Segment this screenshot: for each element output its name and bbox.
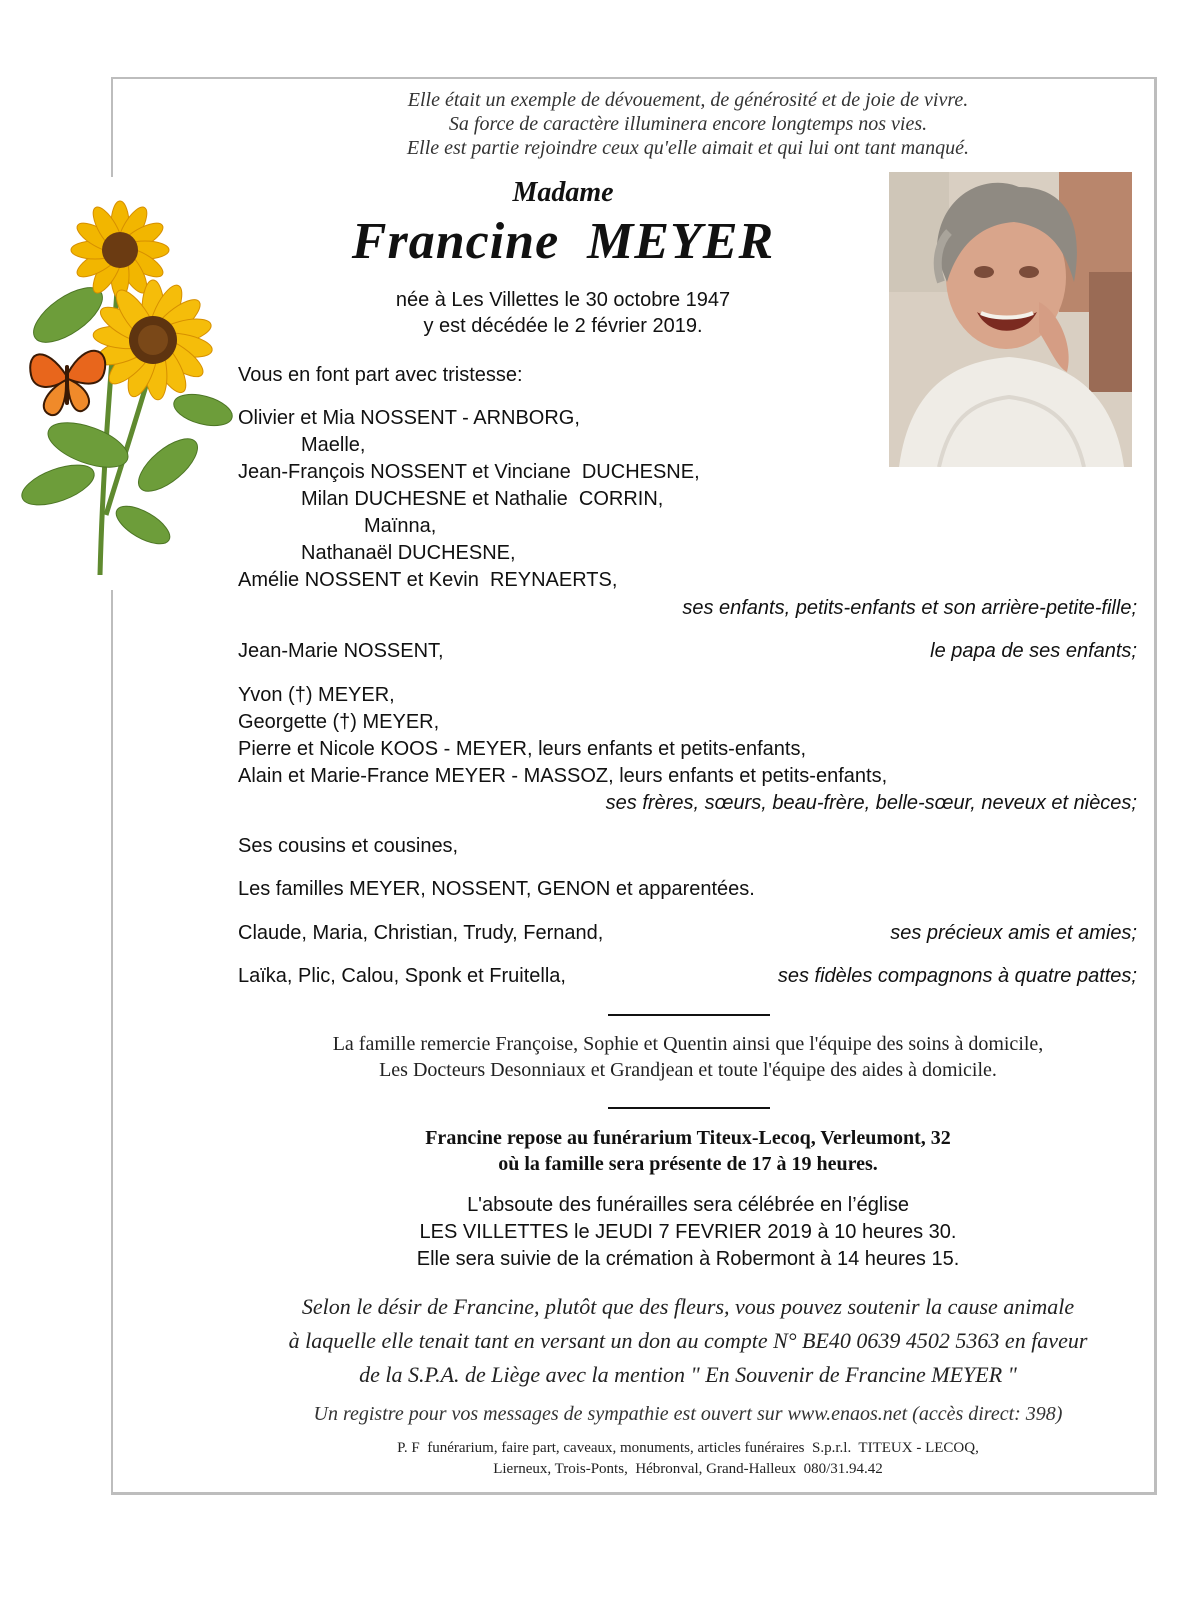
sympathy-register: Un registre pour vos messages de sympathie est ouvert sur www.enaos.net (accès direct: 398) xyxy=(313,1403,1063,1425)
sunflower-middle xyxy=(92,280,214,401)
repose-line: Francine repose au funérarium Titeux-Lecoq, Verleumont, 32 xyxy=(425,1127,951,1149)
death-line: y est décédée le 2 février 2019. xyxy=(423,315,703,337)
intro-text: Vous en font part avec tristesse: xyxy=(238,364,523,386)
family-line: Milan DUCHESNE et Nathalie CORRIN, xyxy=(301,488,664,510)
sunflower-illustration xyxy=(18,195,233,580)
family-line: Maïnna, xyxy=(364,515,437,537)
family-line: Nathanaël DUCHESNE, xyxy=(301,542,516,564)
birth-line: née à Les Villettes le 30 octobre 1947 xyxy=(395,289,731,311)
family-line: Ses cousins et cousines, xyxy=(238,835,459,857)
quote-line: Elle est partie rejoindre ceux qu'elle aimait et qui lui ont tant manqué. xyxy=(406,137,970,159)
relation-label: ses frères, sœurs, beau-frère, belle-sœur, neveux et nièces; xyxy=(605,792,1137,814)
family-line: Yvon (†) MEYER, xyxy=(238,684,395,706)
card-frame-left-bottom xyxy=(111,590,113,1495)
ceremony-info xyxy=(250,1192,1126,1273)
family-line: Jean-François NOSSENT et Vinciane DUCHESNE, xyxy=(238,461,700,483)
family-line: Les familles MEYER, NOSSENT, GENON et apparentées. xyxy=(238,878,755,900)
ceremony-line: Elle sera suivie de la crémation à Robermont à 14 heures 15. xyxy=(416,1248,960,1270)
family-line: Pierre et Nicole KOOS - MEYER, leurs enfants et petits-enfants, xyxy=(238,738,807,760)
deceased-name: Francine MEYER xyxy=(351,213,775,270)
family-line: Laïka, Plic, Calou, Sponk et Fruitella, xyxy=(238,965,566,987)
family-line: Jean-Marie NOSSENT, xyxy=(238,640,444,662)
relation-label: le papa de ses enfants; xyxy=(930,640,1137,662)
funeral-home-footer xyxy=(250,1438,1126,1480)
thanks-line: La famille remercie Françoise, Sophie et Quentin ainsi que l'équipe des soins à domicile, xyxy=(332,1033,1044,1055)
honorific-title: Madame xyxy=(512,177,614,208)
footer-line: P. F funérarium, faire part, caveaux, monuments, articles funéraires S.p.r.l. TITEUX - LECOQ, xyxy=(397,1440,979,1456)
portrait-photo xyxy=(889,172,1132,467)
ceremony-line: L'absoute des funérailles sera célébrée en l’église xyxy=(467,1194,909,1216)
repose-info xyxy=(250,1125,1126,1177)
wish-line: à laquelle elle tenait tant en versant un don au compte N° BE40 0639 4502 5363 en faveur xyxy=(288,1328,1088,1353)
birth-death-info xyxy=(300,287,826,339)
card-frame-left-top xyxy=(111,77,113,177)
relation-label: ses enfants, petits-enfants et son arrière-petite-fille; xyxy=(682,597,1137,619)
relation-label: ses précieux amis et amies; xyxy=(890,922,1137,944)
divider xyxy=(608,1014,770,1016)
thanks-text xyxy=(230,1031,1146,1083)
quote-line: Sa force de caractère illuminera encore longtemps nos vies. xyxy=(448,113,928,135)
family-line: Claude, Maria, Christian, Trudy, Fernand, xyxy=(238,922,604,944)
wish-line: de la S.P.A. de Liège avec la mention " En Souvenir de Francine MEYER " xyxy=(359,1362,1017,1387)
divider xyxy=(608,1107,770,1109)
repose-line: où la famille sera présente de 17 à 19 heures. xyxy=(498,1153,878,1175)
family-line: Maelle, xyxy=(301,434,366,456)
wish-line: Selon le désir de Francine, plutôt que des fleurs, vous pouvez soutenir la cause animale xyxy=(301,1294,1075,1319)
family-line: Georgette (†) MEYER, xyxy=(238,711,440,733)
family-line: Amélie NOSSENT et Kevin REYNAERTS, xyxy=(238,569,618,591)
family-line: Olivier et Mia NOSSENT - ARNBORG, xyxy=(238,407,580,429)
donation-wish xyxy=(200,1290,1176,1392)
footer-line: Lierneux, Trois-Ponts, Hébronval, Grand-Halleux 080/31.94.42 xyxy=(493,1461,883,1477)
quote-line: Elle était un exemple de dévouement, de générosité et de joie de vivre. xyxy=(407,89,969,111)
quote xyxy=(250,88,1126,160)
family-line: Alain et Marie-France MEYER - MASSOZ, leurs enfants et petits-enfants, xyxy=(238,765,888,787)
relation-label: ses fidèles compagnons à quatre pattes; xyxy=(777,965,1137,987)
butterfly-icon xyxy=(30,351,105,415)
thanks-line: Les Docteurs Desonniaux et Grandjean et toute l'équipe des aides à domicile. xyxy=(379,1059,997,1081)
ceremony-line: LES VILLETTES le JEUDI 7 FEVRIER 2019 à 10 heures 30. xyxy=(419,1221,957,1243)
